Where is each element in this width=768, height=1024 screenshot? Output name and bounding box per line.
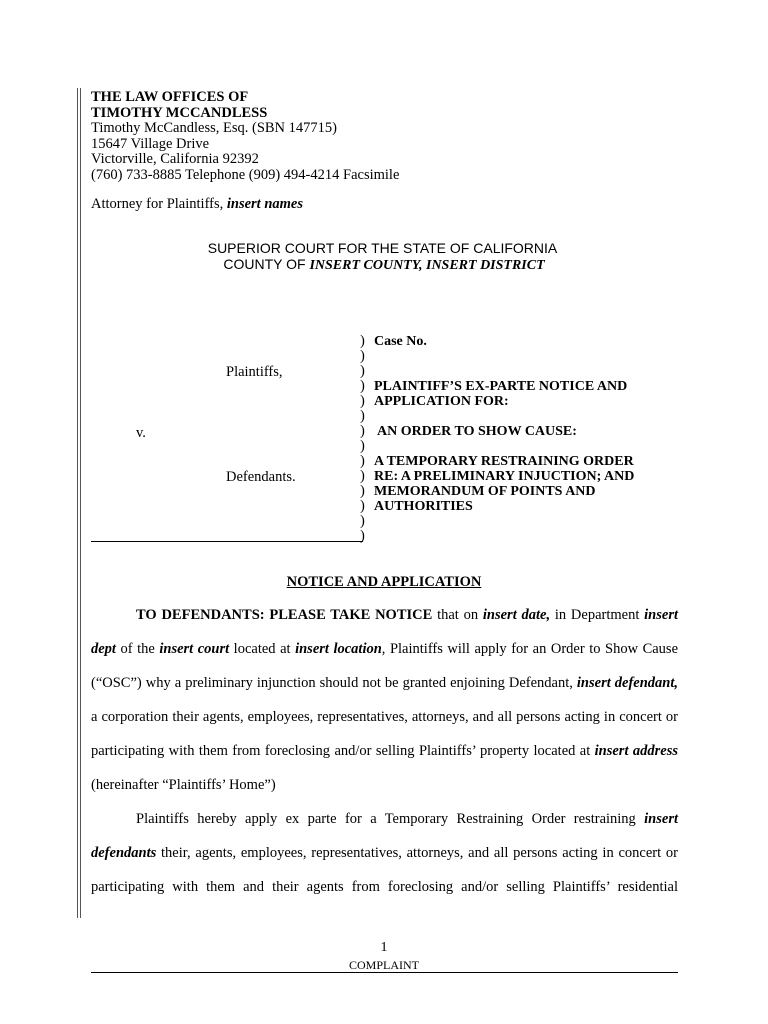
notice-paragraph-1 [91,598,678,802]
notice-text: that on [432,607,483,623]
paren: ) [360,498,365,514]
paren: ) [360,348,365,364]
insert-names-placeholder: insert names [226,196,303,212]
notice-text: a corporation their agents, employees, representatives, attorneys, and all persons acting in concert or participating with them from foreclosing and/or selling Plaintiffs’ property located at [91,709,678,759]
caption-title-line2: APPLICATION FOR: [374,394,509,409]
footer-label: COMPLAINT [348,958,419,972]
caption-tro-line2: RE: A PRELIMINARY INJUCTION; AND [374,469,635,484]
versus-label: v. [136,425,146,441]
paren: ) [360,468,365,484]
phone-fax: (760) 733-8885 Telephone (909) 494-4214 Facsimile [91,166,400,183]
firm-name-line1: THE LAW OFFICES OF [91,89,249,105]
street-address: 15647 Village Drive [91,135,210,152]
insert-date-placeholder: insert date, [482,607,551,623]
caption-osc: AN ORDER TO SHOW CAUSE: [377,424,577,439]
insert-address-placeholder: insert address [594,743,678,759]
footer-rule [91,972,678,973]
case-caption [374,334,634,514]
county-placeholder: INSERT COUNTY, INSERT DISTRICT [309,258,545,273]
notice-lead: TO DEFENDANTS: PLEASE TAKE NOTICE [136,607,433,623]
notice-text: their, agents, employees, representatives, attorneys, and all persons acting in concert or participating with them and their agents from foreclosing and/or selling Plaintiffs’ residential [91,845,678,895]
attorney-for-label: Attorney for Plaintiffs, [91,196,224,212]
notice-paragraph-2 [91,802,678,904]
insert-court-placeholder: insert court [159,641,230,657]
paren: ) [360,528,365,544]
caption-rule [91,541,363,542]
paren: ) [360,423,365,439]
paren: ) [360,333,365,349]
caption-tro-line4: AUTHORITIES [374,499,473,514]
case-number-label: Case No. [374,334,427,349]
notice-text: (hereinafter “Plaintiffs’ Home”) [91,777,276,793]
court-heading [0,240,768,274]
attorney-for-line [91,196,303,213]
caption-title-line1: PLAINTIFF’S EX-PARTE NOTICE AND [374,379,628,394]
city-address: Victorville, California 92392 [91,151,259,167]
insert-dept-placeholder: insert dept [91,607,678,657]
paren: ) [360,453,365,469]
notice-text: , Plaintiffs will apply for an Order to Show Cause (“OSC”) why a preliminary injunction should not be granted enjoining Defendant, [91,641,679,691]
paren: ) [360,378,365,394]
caption-paren-column [360,334,365,544]
paren: ) [360,513,365,529]
paren: ) [360,483,365,499]
notice-text: located at [229,641,296,657]
court-name: SUPERIOR COURT FOR THE STATE OF CALIFORNIA [207,240,558,256]
pleading-margin-rule [77,88,81,918]
notice-text: Plaintiffs hereby apply ex parte for a Temporary Restraining Order restraining [136,811,645,827]
defendants-label: Defendants. [226,469,296,485]
insert-defendant-placeholder: insert defendant, [576,675,678,691]
paren: ) [360,363,365,379]
court-county [0,256,768,274]
attorney-name: Timothy McCandless, Esq. (SBN 147715) [91,120,337,136]
notice-title: NOTICE AND APPLICATION [286,574,482,590]
notice-text: in Department [550,607,645,623]
page-number: 1 [380,940,388,955]
insert-location-placeholder: insert location [295,641,382,657]
paren: ) [360,438,365,454]
notice-text: of the [115,641,160,657]
paren: ) [360,408,365,424]
paren: ) [360,393,365,409]
county-prefix: COUNTY OF [223,256,306,272]
attorney-header [91,90,399,183]
caption-tro-line3: MEMORANDUM OF POINTS AND [374,484,596,499]
insert-defendants-placeholder: insert defendants [91,811,678,861]
notice-body [91,598,678,904]
caption-tro-line1: A TEMPORARY RESTRAINING ORDER [374,454,634,469]
plaintiffs-label: Plaintiffs, [226,364,283,380]
firm-name-line2: TIMOTHY MCCANDLESS [91,104,268,121]
